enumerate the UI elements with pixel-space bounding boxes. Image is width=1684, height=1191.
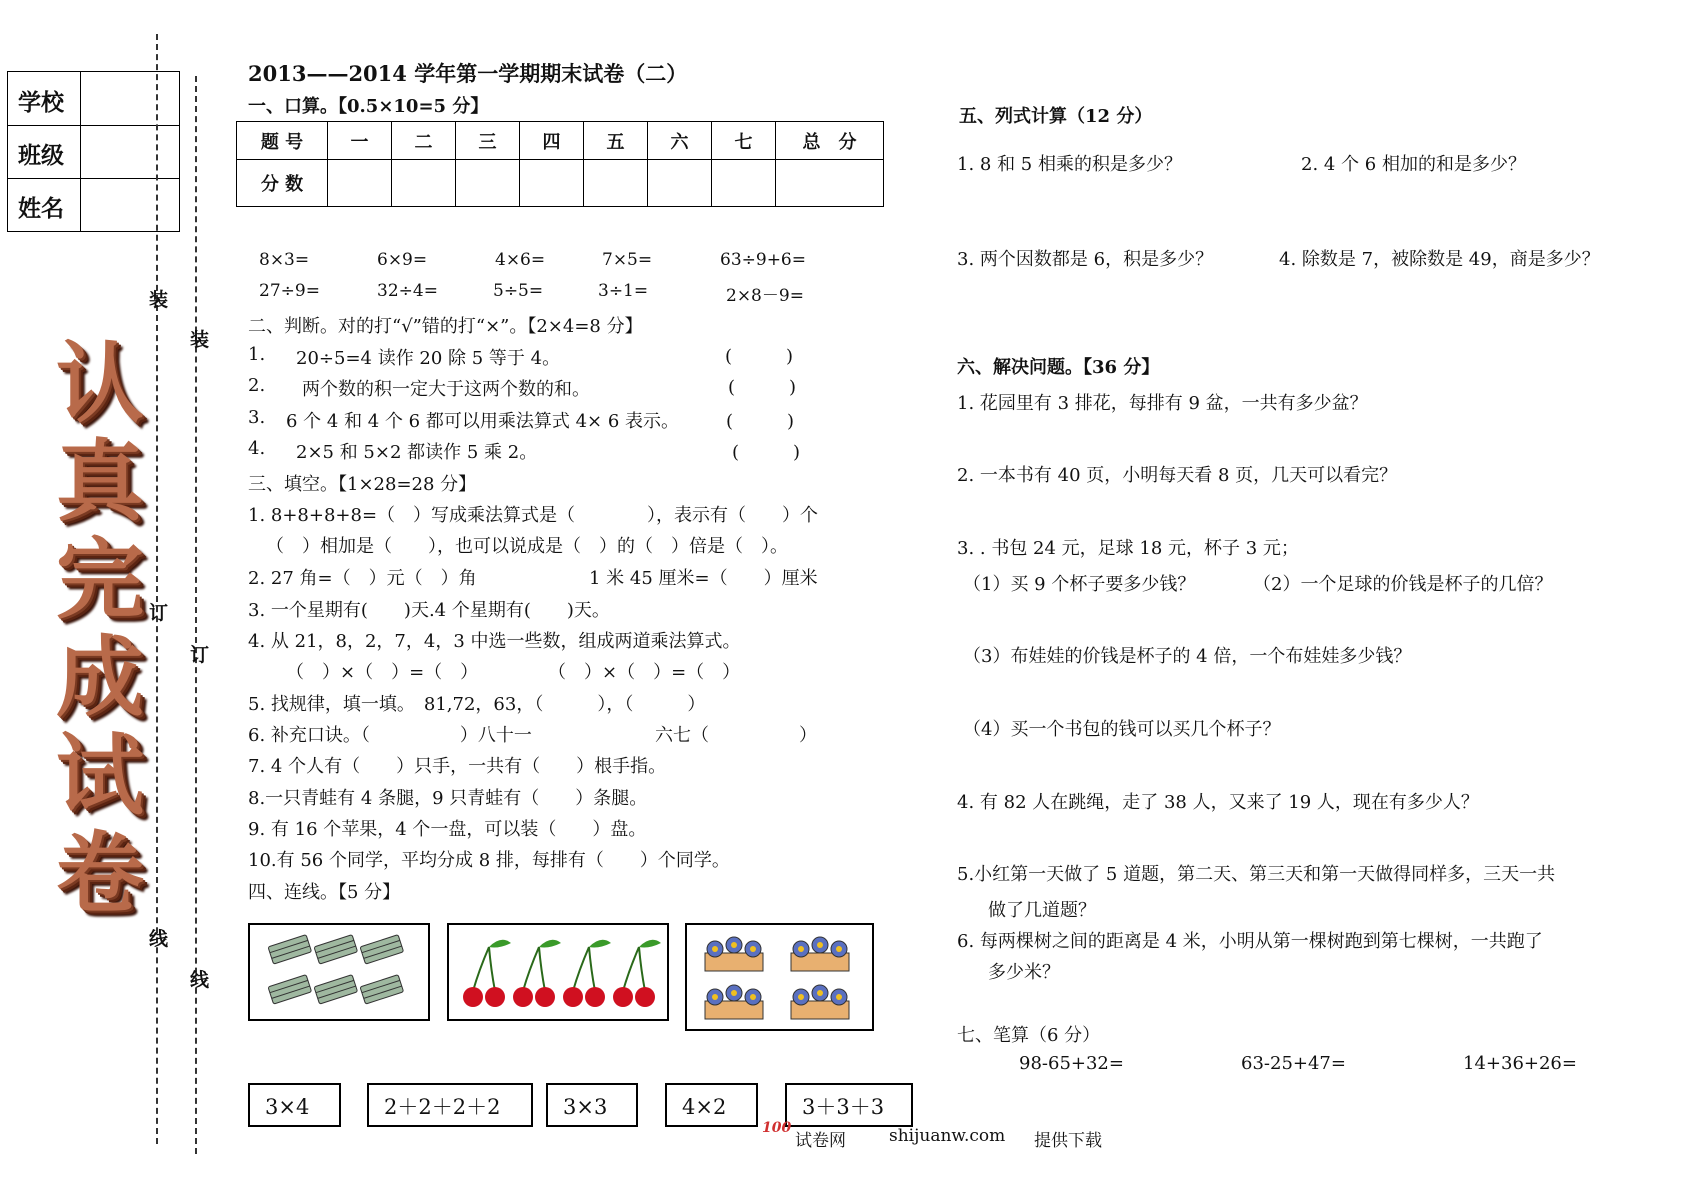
flower-baskets-icon: [687, 925, 872, 1029]
school-field[interactable]: [80, 72, 180, 125]
match-box[interactable]: 4×2: [665, 1083, 758, 1127]
fill-2b: 1 米 45 厘米=（ ）厘米: [589, 568, 818, 589]
class-label: 班级: [18, 143, 64, 169]
site-logo: 100: [762, 1120, 792, 1136]
name-row: [8, 178, 179, 231]
fill-6b: 六七（ ）: [655, 725, 817, 746]
banner-char: 成: [55, 626, 144, 729]
fill-4a: （ ）×（ ）=（ ）: [286, 662, 479, 683]
s6-q3c: （3）布娃娃的价钱是杯子的 4 倍，一个布娃娃多少钱？: [963, 646, 1412, 667]
s6-q3a: （1）买 9 个杯子要多少钱？: [963, 574, 1196, 595]
fill-3: 3. 一个星期有( )天.4 个星期有( )天。: [248, 600, 610, 621]
fill-4b: （ ）×（ ）=（ ）: [548, 662, 741, 683]
oral-calc: 63÷9+6=: [720, 250, 806, 270]
s6-q3d: （4）买一个书包的钱可以买几个杯子？: [963, 719, 1281, 740]
s6-q6b: 多少米？: [988, 962, 1060, 983]
side-ding-inner: 订: [190, 644, 210, 666]
side-zhuang-outer: 装: [149, 289, 169, 311]
score-header: 题 号: [237, 122, 328, 160]
s6-q3b: （2）一个足球的价钱是杯子的几倍？: [1253, 574, 1553, 595]
score-cell[interactable]: [776, 160, 884, 207]
s5-q1: 1. 8 和 5 相乘的积是多少？: [957, 154, 1182, 175]
banner-char: 认: [55, 332, 144, 435]
match-box[interactable]: 2＋2＋2＋2: [367, 1083, 533, 1127]
s6-q1: 1. 花园里有 3 排花，每排有 9 盆，一共有多少盆？: [957, 393, 1368, 414]
name-field[interactable]: [80, 178, 180, 231]
judge-num: 4.: [248, 438, 266, 459]
score-cell[interactable]: [328, 160, 392, 207]
judge-num: 2.: [248, 375, 266, 396]
s6-q5b: 做了几道题？: [988, 900, 1096, 921]
oral-calc: 8×3=: [259, 250, 310, 270]
judge-answer[interactable]: ( ): [728, 377, 797, 398]
fill-9: 9. 有 16 个苹果，4 个一盘，可以装（ ）盘。: [248, 819, 647, 840]
written-calc: 63-25+47=: [1241, 1053, 1346, 1074]
score-header: 一: [328, 122, 392, 160]
s6-q3: 3. . 书包 24 元，足球 18 元，杯子 3 元；: [957, 538, 1299, 559]
score-row-label: 分 数: [237, 160, 328, 207]
score-header: 三: [456, 122, 520, 160]
school-row: [8, 72, 179, 126]
match-box[interactable]: 3×4: [248, 1083, 341, 1127]
oral-calc: 5÷5=: [493, 281, 544, 301]
s5-q2: 2. 4 个 6 相加的和是多少？: [1301, 154, 1526, 175]
banner-char: 卷: [55, 822, 144, 925]
judge-text: 两个数的积一定大于这两个数的和。: [302, 379, 590, 400]
s1-heading: 一、口算。【0.5×10=5 分】: [248, 96, 489, 117]
match-box[interactable]: 3×3: [546, 1083, 638, 1127]
s7-heading: 七、笔算（6 分）: [957, 1025, 1101, 1046]
site-domain[interactable]: shijuanw.com: [889, 1126, 1006, 1146]
s6-q4: 4. 有 82 人在跳绳，走了 38 人，又来了 19 人，现在有多少人？: [957, 792, 1479, 813]
s6-q6: 6. 每两棵树之间的距离是 4 米，小明从第一棵树跑到第七棵树，一共跑了: [957, 931, 1543, 952]
cherries-icon: [449, 925, 667, 1019]
score-cell[interactable]: [456, 160, 520, 207]
judge-num: 1.: [248, 344, 266, 365]
pencil-bundles-icon: [250, 925, 428, 1019]
oral-calc: 4×6=: [495, 250, 546, 270]
score-header: 四: [520, 122, 584, 160]
banner-wordart: [40, 332, 160, 925]
fill-4: 4. 从 21，8，2，7，4，3 中选一些数，组成两道乘法算式。: [248, 631, 741, 652]
fill-1b: （ ）相加是（ ），也可以说成是（ ）的（ ）倍是（ ）。: [266, 536, 788, 557]
score-table: [236, 121, 884, 207]
class-row: [8, 125, 179, 179]
oral-calc: 32÷4=: [377, 281, 438, 301]
oral-calc: 3÷1=: [598, 281, 649, 301]
s6-q5: 5.小红第一天做了 5 道题，第二天、第三天和第一天做得同样多，三天一共: [957, 864, 1556, 885]
score-header: 五: [584, 122, 648, 160]
score-cell[interactable]: [392, 160, 456, 207]
fill-2a: 2. 27 角=（ ）元（ ）角: [248, 568, 477, 589]
judge-num: 3.: [248, 407, 266, 428]
written-calc: 14+36+26=: [1463, 1053, 1577, 1074]
score-cell[interactable]: [648, 160, 712, 207]
side-xian-outer: 线: [149, 928, 169, 950]
s4-heading: 四、连线。【5 分】: [248, 882, 401, 903]
class-field[interactable]: [80, 125, 180, 178]
s5-heading: 五、列式计算（12 分）: [959, 106, 1153, 127]
site-name: 试卷网: [795, 1131, 846, 1151]
score-cell[interactable]: [584, 160, 648, 207]
fill-5: 5. 找规律，填一填。 81,72，63，（ ），（ ）: [248, 694, 706, 715]
score-header: 六: [648, 122, 712, 160]
exam-title: 2013——2014 学年第一学期期末试卷（二）: [248, 61, 688, 86]
picture-flower-pots[interactable]: [685, 923, 874, 1031]
fill-1: 1. 8+8+8+8=（ ）写成乘法算式是（ ），表示有（ ）个: [248, 505, 819, 526]
banner-char: 真: [55, 430, 144, 533]
judge-text: 20÷5=4 读作 20 除 5 等于 4。: [296, 348, 561, 369]
oral-calc: 27÷9=: [259, 281, 320, 301]
fill-7: 7. 4 个人有（ ）只手，一共有（ ）根手指。: [248, 756, 667, 777]
provide-download: 提供下载: [1034, 1131, 1102, 1151]
s6-q2: 2. 一本书有 40 页，小明每天看 8 页，几天可以看完？: [957, 465, 1398, 486]
score-header: 七: [712, 122, 776, 160]
judge-text: 6 个 4 和 4 个 6 都可以用乘法算式 4× 6 表示。: [286, 411, 680, 432]
name-label: 姓名: [18, 196, 64, 222]
score-cell[interactable]: [520, 160, 584, 207]
oral-calc: 7×5=: [602, 250, 653, 270]
school-label: 学校: [18, 90, 64, 116]
binding-line-inner: [195, 76, 197, 1154]
fill-10: 10.有 56 个同学，平均分成 8 排，每排有（ ）个同学。: [248, 850, 730, 871]
judge-answer[interactable]: ( ): [725, 346, 794, 367]
fill-8: 8.一只青蛙有 4 条腿，9 只青蛙有（ ）条腿。: [248, 788, 648, 809]
student-info-box: [7, 71, 180, 232]
written-calc: 98-65+32=: [1019, 1053, 1124, 1074]
s5-q3: 3. 两个因数都是 6，积是多少？: [957, 249, 1214, 270]
score-header: 总 分: [776, 122, 884, 160]
banner-char: 完: [55, 528, 144, 631]
banner-char: 试: [55, 724, 144, 827]
s3-heading: 三、填空。【1×28=28 分】: [248, 474, 477, 495]
picture-pencils[interactable]: [248, 923, 430, 1021]
oral-calc: 6×9=: [377, 250, 428, 270]
s2-heading: 二、判断。对的打“√”错的打“×”。【2×4=8 分】: [248, 316, 643, 337]
score-cell[interactable]: [712, 160, 776, 207]
picture-cherries[interactable]: [447, 923, 669, 1021]
match-box[interactable]: 3＋3＋3: [785, 1083, 913, 1127]
judge-text: 2×5 和 5×2 都读作 5 乘 2。: [296, 442, 538, 463]
s5-q4: 4. 除数是 7，被除数是 49，商是多少？: [1279, 249, 1600, 270]
side-ding-outer: 订: [149, 602, 169, 624]
judge-answer[interactable]: ( ): [726, 411, 795, 432]
score-header: 二: [392, 122, 456, 160]
judge-answer[interactable]: ( ): [732, 442, 801, 463]
oral-calc: 2×8－9=: [726, 286, 804, 306]
side-zhuang-inner: 装: [190, 329, 210, 351]
side-xian-inner: 线: [190, 969, 210, 991]
fill-6a: 6. 补充口诀。（ ）八十一: [248, 725, 532, 746]
s6-heading: 六、解决问题。【36 分】: [957, 357, 1160, 378]
